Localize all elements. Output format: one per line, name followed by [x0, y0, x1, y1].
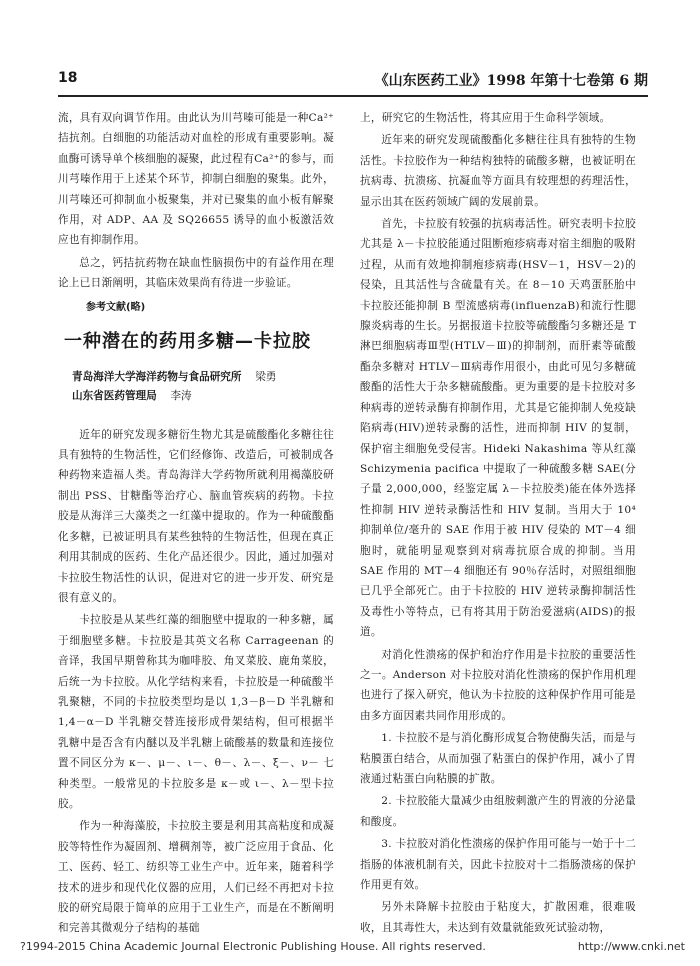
- paragraph: 3. 卡拉胶对消化性溃疡的保护作用可能与一始于十二指肠的体液机制有关，因此卡拉胶对十二指肠溃疡的保护作用更有效。: [360, 838, 636, 892]
- affiliation-org: 山东省医药管理局: [72, 389, 157, 402]
- author-name: 李涛: [170, 389, 192, 402]
- article-title: 一种潜在的药用多糖—卡拉胶: [64, 330, 311, 352]
- affiliation: [72, 369, 334, 384]
- journal-running-title: 《山东医药工业》1998 年第十七卷第 6 期: [374, 73, 648, 89]
- author-name: 梁勇: [255, 370, 277, 383]
- paragraph: 对消化性溃疡的保护和治疗作用是卡拉胶的重要活性之一。Anderson 对卡拉胶对消化性溃疡的保护作用机理也进行了探入研究，他认为卡拉胶的这种保护作用可能是由多方面因素共同作用形成的。: [360, 648, 636, 722]
- affiliation-org: 青岛海洋大学海洋药物与食品研究所: [72, 370, 242, 383]
- page-header: [58, 70, 648, 92]
- right-column: [360, 108, 636, 940]
- paragraph: 2. 卡拉胶能大量减少由组胺刺激产生的胃液的分泌量和酸度。: [360, 795, 636, 828]
- copyright-notice: ?1994-2015 China Academic Journal Electronic Publishing House. All rights reserved.: [20, 940, 486, 953]
- footer-url: http://www.cnki.net: [577, 940, 685, 953]
- paragraph: 作为一种海藻胶，卡拉胶主要是利用其高粘度和成凝胶等特性作为凝固剂、增稠剂等，被广泛应用于食品、化工、医药、轻工、纺织等工业生产中。近年来，随着科学技术的进步和现代化仪器的应用，人们已经不再把对卡拉胶的研究局限于简单的应用于工业生产，而是在不断阐明和完善其微观分子结构的基础: [58, 820, 334, 935]
- left-column: [58, 108, 334, 941]
- references-note: 参考文献(略): [86, 301, 146, 313]
- affiliation: [72, 388, 334, 403]
- paragraph: 总之，钙拮抗药物在缺血性脑损伤中的有益作用在理论上已日渐阐明，其临床效果尚有待进一步验证。: [58, 256, 334, 290]
- paragraph: 近年来的研究发现硫酸酯化多糖往往具有独特的生物活性。卡拉胶作为一种结构独特的硫酸多糖，也被证明在抗病毒、抗溃疡、抗凝血等方面具有较理想的药理活性，显示出其在医药领域广阔的发展前景。: [360, 134, 636, 208]
- header-rule: [58, 95, 648, 97]
- page-number: 18: [58, 70, 78, 86]
- paragraph: 近年的研究发现多糖衍生物尤其是硫酸酯化多糖往往具有独特的生物活性，它们经修饰、改造后，可被制成各种药物来造福人类。青岛海洋大学药物所就利用褐藻胶研制出 PSS、甘糖酯等治疗心、脑血管疾病的药物。卡拉胶是从海洋三大藻类之一红藻中提取的。作为一种硫酸酯化多糖，已被证明具有某些独特的生物活性，但现在真正利用其制成的医药、生化产品还很少。因此，通过加强对卡拉胶生物活性的认识，促进对它的进一步开发、研究是很有意义的。: [58, 428, 334, 604]
- paragraph: 流，具有双向调节作用。由此认为川芎嗪可能是一种Ca²⁺拮抗剂。白细胞的功能活动对血栓的形成有重要影响。凝血酶可诱导单个核细胞的凝聚，此过程有Ca²⁺的参与，而川芎嗪作用于上述某个环节，抑制白细胞的聚集。此外，川芎嗪还可抑制血小板聚集，并对已聚集的血小板有解聚作用，对 ADP、AA 及 SQ26655 诱导的血小板激活效应也有抑制作用。: [58, 112, 335, 247]
- paragraph: 卡拉胶是从某些红藻的细胞壁中提取的一种多糖，属于细胞壁多糖。卡拉胶是其英文名称 Carrageenan 的音译，我国早期曾称其为咖啡胶、角叉菜胶、鹿角菜胶，后统一为卡拉胶。从化学结构来看，卡拉胶是一种硫酸半乳聚糖，不同的卡拉胶类型均是以 1,3－β－D 半乳糖和 1,4－α－D 半乳糖交替连接形成骨架结构，但可根据半乳糖中是否含有内醚以及半乳糖上硫酸基的数量和连接位置不同区分为 κ－、μ－、ι－、θ－、λ－、ξ－、ν－ 七种类型。一般常见的卡拉胶多是 κ－或 ι－、λ－型卡拉胶。: [58, 614, 334, 810]
- spacer: [58, 407, 334, 425]
- paragraph: 另外未降解卡拉胶由于粘度大，扩散困难，很难吸收，且其毒性大，未达到有效量就能致死试验动物，: [360, 901, 636, 934]
- paragraph: 上，研究它的生物活性，将其应用于生命科学领域。: [360, 112, 611, 124]
- paragraph: 1. 卡拉胶不是与消化酶形成复合物使酶失活，而是与粘膜蛋白结合，从而加强了粘蛋白的保护作用，减小了胃液通过粘蛋白向粘膜的扩散。: [360, 732, 636, 785]
- paragraph: 首先，卡拉胶有较强的抗病毒活性。研究表明卡拉胶尤其是 λ－卡拉胶能通过阻断疱疹病毒对宿主细胞的吸附过程，从而有效地抑制疱疹病毒(HSV－1，HSV－2)的侵染，且其活性与含硫量有关。在 8－10 天鸡蛋胚胎中卡拉胶还能抑制 B 型流感病毒(influenzaB)和流行性腮腺炎病毒的生长。另据报道卡拉胶等硫酸酯匀多糖还是 T 淋巴细胞病毒Ⅲ型(HTLV－Ⅲ)的抑制剂，而肝素等硫酸酯杂多糖对 HTLV－Ⅲ病毒作用很小，由此可见匀多糖硫酸酯的活性大于杂多糖硫酸酯。更为重要的是卡拉胶对多种病毒的逆转录酶有抑制作用，尤其是它能抑制人免疫缺陷病毒(HIV)逆转录酶的活性，进而抑制 HIV 的复制，保护宿主细胞免受侵害。Hideki Nakashima 等从红藻 Schizymenia pacifica 中提取了一种硫酸多糖 SAE(分子量 2,000,000，经鉴定属 λ－卡拉胶类)能在体外选择性抑制 HIV 逆转录酶活性和 HIV 复制。当用大于 10⁴ 抑制单位/毫升的 SAE 作用于被 HIV 侵染的 MT－4 细胞时，就能明显观察到对病毒抗原合成的抑制。当用 SAE 作用的 MT－4 细胞还有 90％存活时，对照组细胞已几乎全部死亡。由于卡拉胶的 HIV 逆转录酶抑制活性及毒性小等特点，已有将其用于防治爱滋病(AIDS)的报道。: [360, 218, 636, 639]
